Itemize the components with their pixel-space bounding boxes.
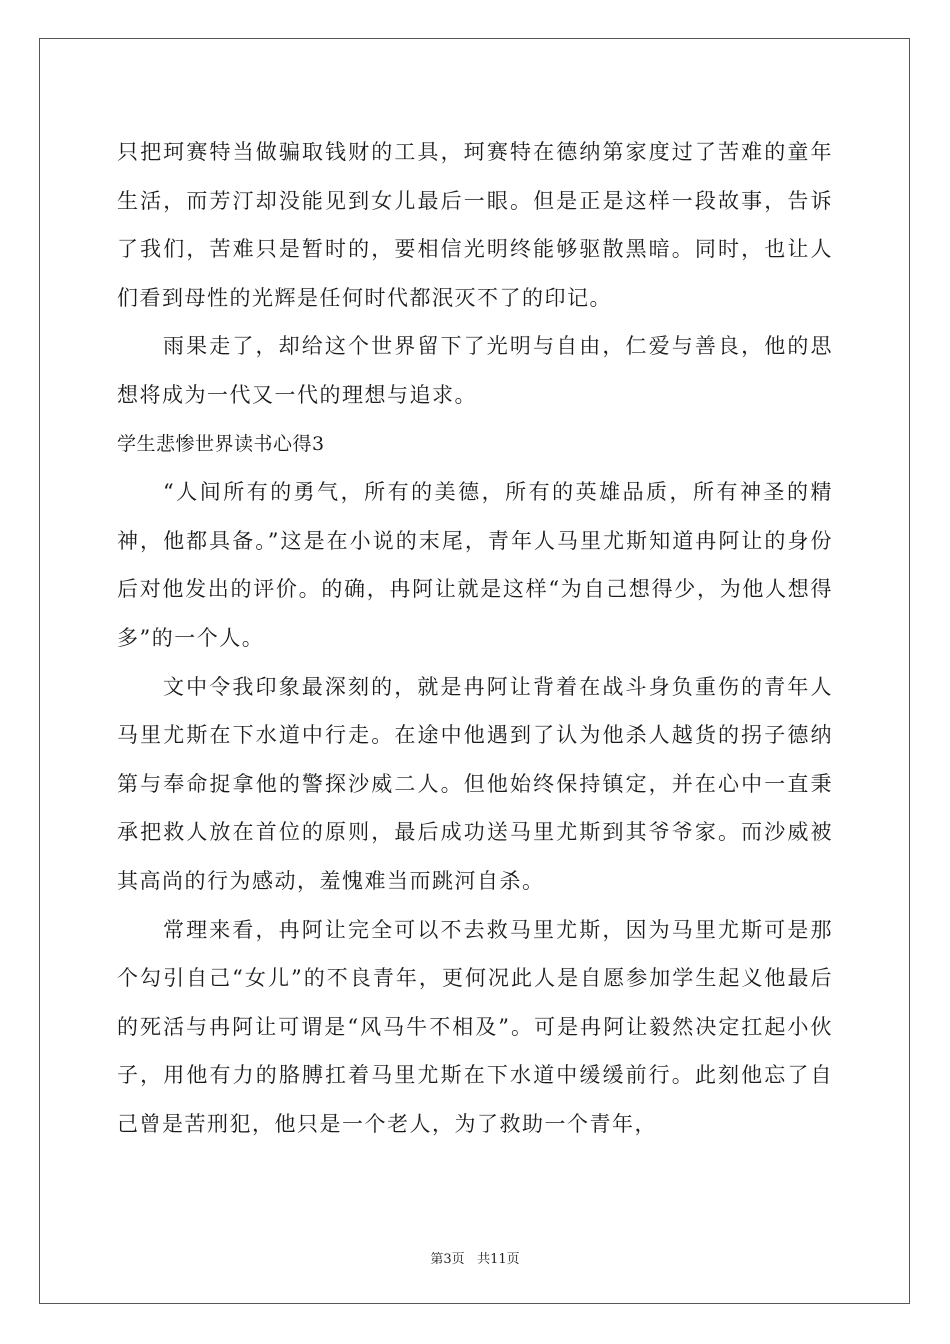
- paragraph-1: 只把珂赛特当做骗取钱财的工具，珂赛特在德纳第家度过了苦难的童年生活，而芳汀却没能见到女儿最后一眼。但是正是这样一段故事，告诉了我们，苦难只是暂时的，要相信光明终能够驱散黑暗。同时，也让人们看到母性的光辉是任何时代都泯灭不了的印记。: [117, 140, 833, 310]
- paragraph-5: 常理来看，冉阿让完全可以不去救马里尤斯，因为马里尤斯可是那个勾引自己“女儿”的不良青年，更何况此人是自愿参加学生起义他最后的死活与冉阿让可谓是“风马牛不相及”。可是冉阿让毅然决定扛起小伙子，用他有力的胳膊扛着马里尤斯在下水道中缓缓前行。此刻他忘了自己曾是苦刑犯，他只是一个老人，为了救助一个青年，: [117, 917, 833, 1136]
- page-number: 第3页: [430, 1252, 465, 1267]
- paragraph-4: 文中令我印象最深刻的，就是冉阿让背着在战斗身负重伤的青年人马里尤斯在下水道中行走。在途中他遇到了认为他杀人越货的拐子德纳第与奉命捉拿他的警探沙威二人。但他始终保持镇定，并在心中一直秉承把救人放在首位的原则，最后成功送马里尤斯到其爷爷家。而沙威被其高尚的行为感动，羞愧难当而跳河自杀。: [117, 674, 833, 893]
- page-footer: [0, 1248, 950, 1267]
- paragraph-2: 雨果走了，却给这个世界留下了光明与自由，仁爱与善良，他的思想将成为一代又一代的理想与追求。: [117, 334, 833, 407]
- section-heading: 学生悲惨世界读书心得3: [117, 432, 325, 455]
- document-body: [117, 128, 833, 1148]
- page-total: 共11页: [477, 1252, 520, 1267]
- paragraph-3: “人间所有的勇气，所有的美德，所有的英雄品质，所有神圣的精神，他都具备。”这是在小说的末尾，青年人马里尤斯知道冉阿让的身份后对他发出的评价。的确，冉阿让就是这样“为自己想得少，为他人想得多”的一个人。: [117, 480, 833, 650]
